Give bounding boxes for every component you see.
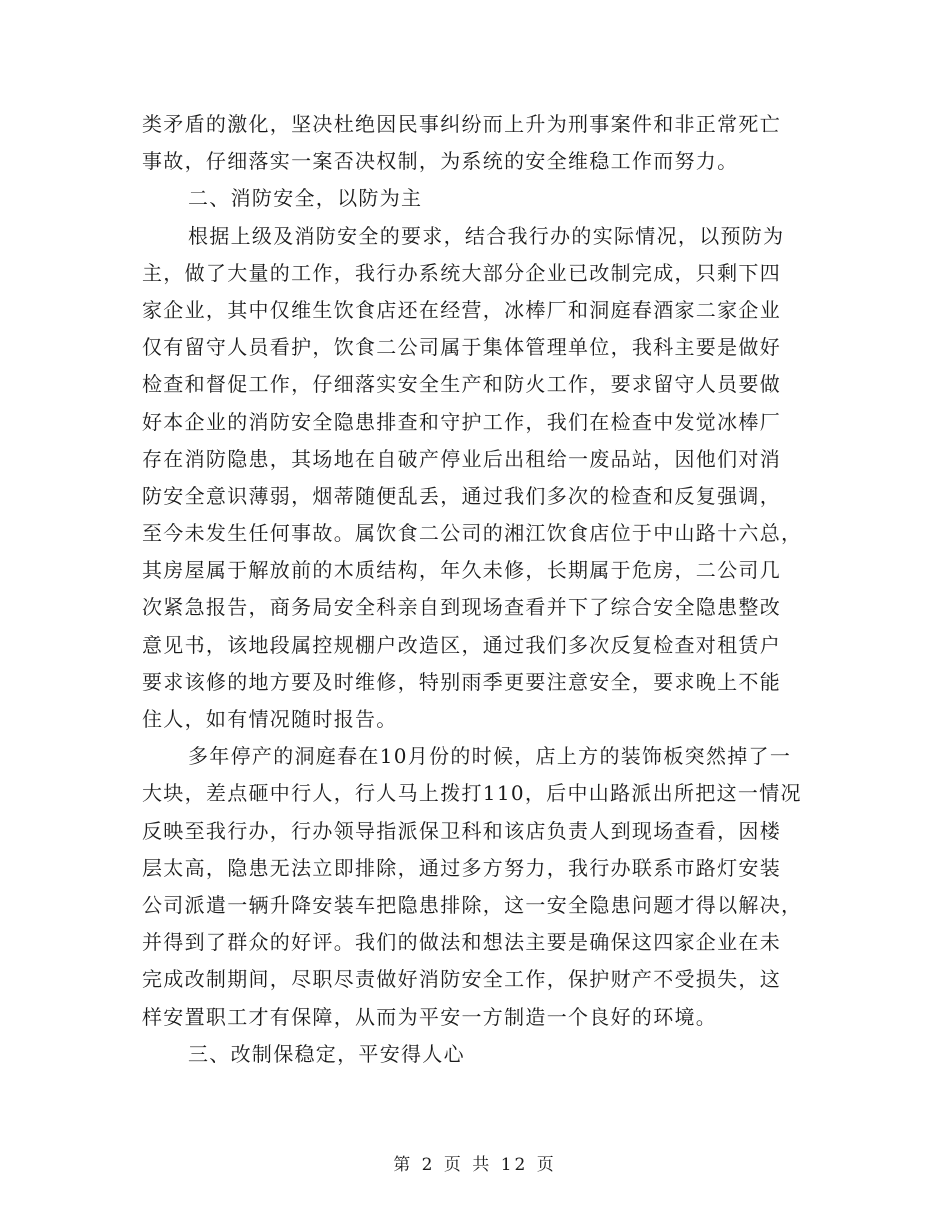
text-line: 要求该修的地方要及时维修，特别雨季更要注意安全，要求晚上不能 bbox=[142, 669, 781, 694]
text-line: 意见书，该地段属控规棚户改造区，通过我们多次反复检查对租赁户 bbox=[142, 632, 781, 657]
text-line: 住人，如有情况随时报告。 bbox=[142, 707, 398, 731]
text-line: 主，做了大量的工作，我行办系统大部分企业已改制完成，只剩下四 bbox=[142, 260, 781, 285]
text-line: 反映至我行办，行办领导指派保卫科和该店负责人到现场查看，因楼 bbox=[142, 818, 781, 843]
text-line: 好本企业的消防安全隐患排查和守护工作，我们在检查中发觉冰棒厂 bbox=[142, 409, 781, 434]
text-line: 事故，仔细落实一案否决权制，为系统的安全维稳工作而努力。 bbox=[142, 149, 739, 174]
text-line: 类矛盾的激化，坚决杜绝因民事纠纷而上升为刑事案件和非正常死亡 bbox=[142, 112, 781, 136]
document-body bbox=[142, 106, 810, 1073]
paragraph-start-line: 根据上级及消防安全的要求，结合我行办的实际情况，以预防为 bbox=[188, 223, 785, 248]
paragraph-start-line: 多年停产的洞庭春在10月份的时候，店上方的装饰板突然掉了一 bbox=[188, 744, 792, 769]
text-line: 样安置职工才有保障，从而为平安一方制造一个良好的环境。 bbox=[142, 1004, 718, 1029]
text-line: 大块，差点砸中行人，行人马上拨打110，后中山路派出所把这一情况 bbox=[142, 781, 802, 806]
section-heading: 二、消防安全，以防为主 bbox=[188, 186, 423, 211]
text-line: 次紧急报告，商务局安全科亲自到现场查看并下了综合安全隐患整改 bbox=[142, 595, 781, 620]
text-line: 公司派遣一辆升降安装车把隐患排除，这一安全隐患问题才得以解决， bbox=[142, 892, 803, 917]
section-heading: 三、改制保稳定，平安得人心 bbox=[188, 1041, 465, 1066]
text-line: 至今未发生任何事故。属饮食二公司的湘江饮食店位于中山路十六总， bbox=[142, 521, 803, 546]
text-line: 完成改制期间，尽职尽责做好消防安全工作，保护财产不受损失，这 bbox=[142, 967, 781, 992]
page-number-footer: 第 2 页 共 12 页 bbox=[393, 1155, 557, 1175]
text-line: 家企业，其中仅维生饮食店还在经营，冰棒厂和洞庭春酒家二家企业 bbox=[142, 297, 781, 322]
text-line: 检查和督促工作，仔细落实安全生产和防火工作，要求留守人员要做 bbox=[142, 372, 781, 397]
text-line: 仅有留守人员看护，饮食二公司属于集体管理单位，我科主要是做好 bbox=[142, 335, 781, 360]
text-line: 并得到了群众的好评。我们的做法和想法主要是确保这四家企业在未 bbox=[142, 930, 781, 955]
text-line: 层太高，隐患无法立即排除，通过多方努力，我行办联系市路灯安装 bbox=[142, 855, 781, 880]
text-line: 其房屋属于解放前的木质结构，年久未修，长期属于危房，二公司几 bbox=[142, 558, 781, 583]
text-line: 存在消防隐患，其场地在自破产停业后出租给一废品站，因他们对消 bbox=[142, 446, 781, 471]
text-line: 防安全意识薄弱，烟蒂随便乱丢，通过我们多次的检查和反复强调， bbox=[142, 483, 781, 508]
